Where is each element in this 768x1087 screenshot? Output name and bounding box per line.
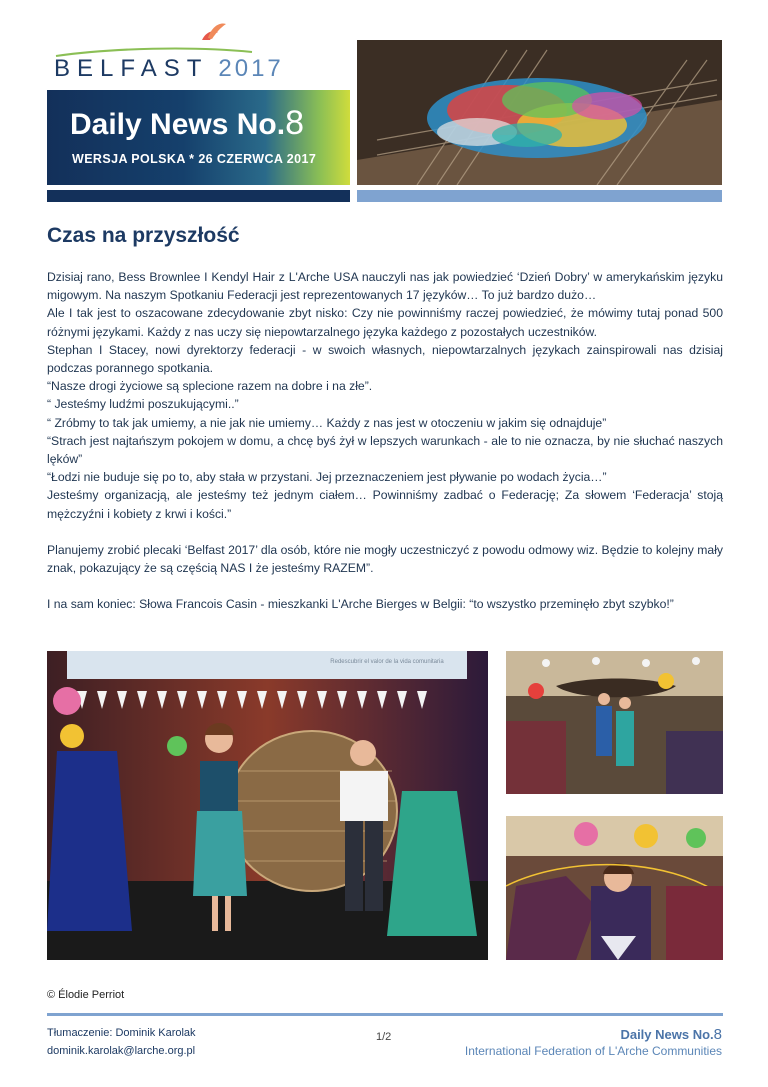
newsletter-number: 8	[285, 104, 304, 142]
header-rule-light	[357, 190, 722, 202]
footer-newsletter-title	[620, 1026, 722, 1043]
article-quote: “Nasze drogi życiowe są splecione razem na dobre i na złe”.	[47, 379, 373, 394]
article-paragraph: Jesteśmy organizacją, ale jesteśmy też jednym ciałem… Powinniśmy zadbać o Federację; Za słowem ‘Federacja’ stoją mężczyźni i kobiety z krwi i kości.”	[47, 488, 723, 521]
newsletter-title	[70, 104, 304, 143]
procession-photo	[506, 651, 723, 794]
photo-credit: © Élodie Perriot	[47, 989, 125, 1001]
logo-year: 2017	[218, 55, 284, 82]
yarn-illustration	[357, 40, 722, 185]
stage-photo	[47, 651, 488, 960]
logo-wordmark	[54, 55, 284, 83]
article-quote: “ Zróbmy to tak jak umiemy, a nie jak nie umiemy… Każdy z nas jest w otoczeniu w jakim się odnajduje”	[47, 415, 607, 430]
article-paragraph: Planujemy zrobić plecaki ‘Belfast 2017’ dla osób, które nie mogły uczestniczyć z powodu odmowy wiz. Będzie to kolejny mały znak, pokazujący że są częścią NAS I że jesteśmy RAZEM”.	[47, 542, 723, 576]
celebration-illustration	[506, 816, 723, 960]
bird-logo-icon	[52, 18, 352, 58]
page-number: 1/2	[376, 1031, 392, 1043]
article-body	[47, 268, 723, 613]
article-quote: “Łodzi nie buduje się po to, aby stała w przystani. Jej przeznaczeniem jest pływanie po wodach życia…”	[47, 470, 607, 485]
header-photo-yarn	[357, 40, 722, 185]
celebration-photo	[506, 816, 723, 960]
translator-email-link[interactable]: dominik.karolak@larche.org.pl	[47, 1045, 196, 1057]
article-paragraph: Ale I tak jest to oszacowane zdecydowanie zbyt nisko: Czy nie powinniśmy raczej powiedzieć, że mówimy tutaj ponad 500 różnymi językami. Każdy z nas uczy się niepowtarzalnego języka każdego z pozostałych uczestników.	[47, 306, 723, 339]
translator-credit: Tłumaczenie: Dominik Karolak	[47, 1027, 196, 1039]
article-paragraph: I na sam koniec: Słowa Francois Casin - mieszkanki L'Arche Bierges w Belgii: “to wszystko przeminęło zbyt szybko!”	[47, 597, 674, 612]
article-paragraph: Dzisiaj rano, Bess Brownlee I Kendyl Hair z L'Arche USA nauczyli nas jak powiedzieć ‘Dzień Dobry’ w amerykańskim języku migowym. Na naszym Spotkaniu Federacji jest reprezentowanych 17 języków… To już bardzo dużo…	[47, 270, 723, 303]
footer-title-number: 8	[713, 1026, 722, 1043]
article-quote: “Strach jest najtańszym pokojem w domu, a chcę byś żył w lepszych warunkach - ale to nie oznacza, by nie słuchać naszych lęków”	[47, 433, 723, 467]
edition-subtitle: WERSJA POLSKA * 26 CZERWCA 2017	[72, 152, 317, 166]
footer-organization: International Federation of L'Arche Communities	[464, 1044, 722, 1058]
procession-illustration	[506, 651, 723, 794]
header-rule-dark	[47, 190, 350, 202]
stage-illustration	[47, 651, 488, 960]
article-quote: “ Jesteśmy ludźmi poszukującymi..”	[47, 397, 239, 412]
newsletter-title-text: Daily News No.	[70, 108, 286, 141]
article-paragraph: Stephan I Stacey, nowi dyrektorzy federacji - w swoich własnych, niepowtarzalnych językach zainspirowali nas dzisiaj podczas porannego spotkania.	[47, 342, 723, 376]
article-headline: Czas na przyszłość	[47, 224, 240, 247]
screen-caption: Redescubrir el valor de la vida comunitaria	[330, 659, 444, 665]
footer-rule	[47, 1013, 723, 1016]
footer-title-text: Daily News No.	[620, 1027, 714, 1042]
logo-word: BELFAST	[54, 55, 209, 82]
